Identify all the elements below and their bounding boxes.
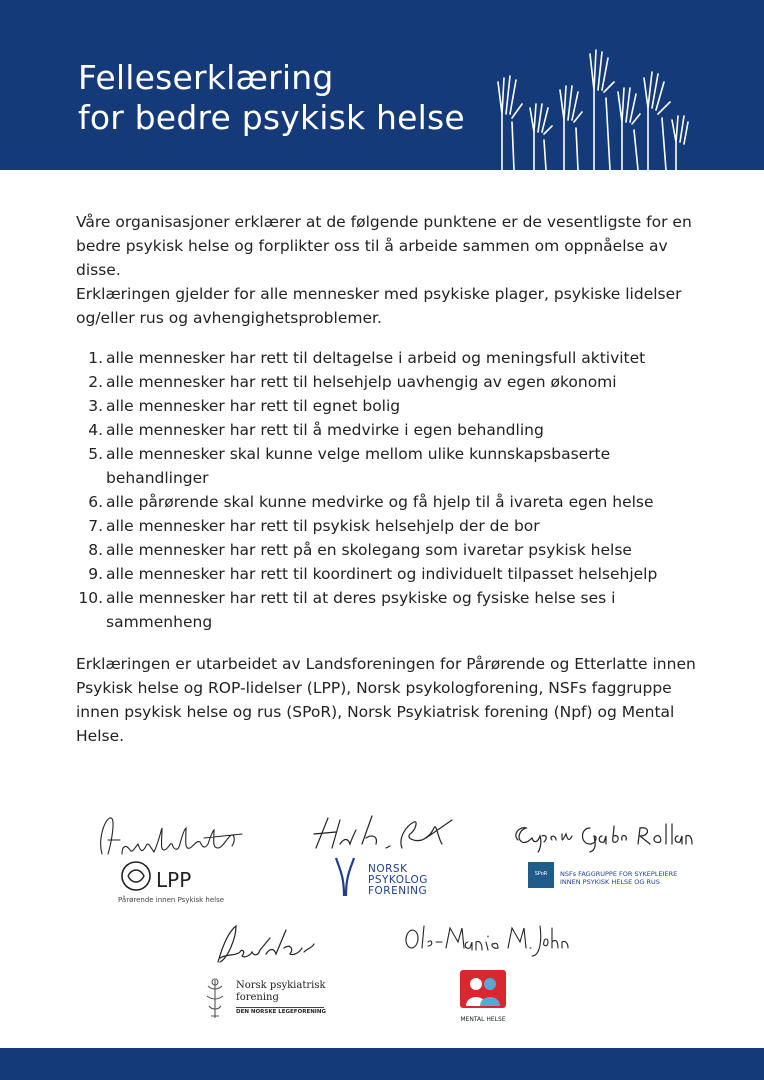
- spor-badge-text: SPoR: [534, 871, 548, 877]
- npf-line-2: forening: [236, 992, 279, 1003]
- signature-block-spor: [510, 814, 700, 904]
- list-item: [76, 346, 696, 370]
- declaration-body: [76, 210, 696, 748]
- hand-5: [618, 88, 640, 170]
- raised-hands-illustration: [490, 42, 690, 170]
- list-text: alle mennesker har rett på en skolegang som ivaretar psykisk helse: [106, 541, 632, 559]
- spor-logo-text: [560, 870, 677, 886]
- list-text: alle mennesker har rett til egnet bolig: [106, 397, 401, 415]
- signature-block-psykologforening: [306, 808, 466, 908]
- npf-line-1: Norsk psykiatrisk: [236, 980, 326, 991]
- list-item: [76, 418, 696, 442]
- psykolog-line-3: FORENING: [368, 885, 428, 897]
- hand-1: [498, 76, 522, 170]
- list-number: 9.: [88, 565, 103, 583]
- lpp-tagline: Pårørende innen Psykisk helse: [118, 896, 225, 904]
- handwritten-signature: [306, 808, 456, 856]
- list-text: alle mennesker skal kunne velge mellom ulike kunnskapsbaserte behandlinger: [106, 445, 611, 487]
- npf-line-3: DEN NORSKE LEGEFORENING: [236, 1009, 326, 1015]
- footer-band: [0, 1048, 764, 1080]
- list-number: 10.: [78, 589, 103, 607]
- list-number: 1.: [88, 349, 103, 367]
- hand-3: [560, 86, 582, 170]
- authors-paragraph: Erklæringen er utarbeidet av Landsforeningen for Pårørende og Etterlatte innen Psykisk helse og ROP-lidelser (LPP), Norsk psykologforening, NSFs faggruppe innen psykisk helse og rus (SPoR), Norsk Psykiatrisk forening (Npf) og Mental Helse.: [76, 655, 696, 745]
- page-title: [78, 58, 465, 138]
- intro-section: [76, 210, 696, 330]
- list-text: alle mennesker har rett til koordinert og individuelt tilpasset helsehjelp: [106, 565, 658, 583]
- list-number: 7.: [88, 517, 103, 535]
- psykolog-logo-text: [368, 864, 428, 897]
- list-number: 6.: [88, 493, 103, 511]
- list-number: 2.: [88, 373, 103, 391]
- list-number: 5.: [88, 445, 103, 463]
- header-banner: [0, 0, 764, 170]
- handwritten-signature: [510, 814, 696, 854]
- list-item: [76, 442, 696, 490]
- list-text: alle mennesker har rett til deltagelse i arbeid og meningsfull aktivitet: [106, 349, 646, 367]
- spor-line-2: INNEN PSYKISK HELSE OG RUS: [560, 878, 660, 886]
- list-number: 4.: [88, 421, 103, 439]
- hand-7: [672, 116, 688, 170]
- psykolog-line-2: PSYKOLOG: [368, 874, 428, 886]
- title-line-2: for bedre psykisk helse: [78, 98, 465, 137]
- signature-block-npf: [200, 918, 340, 1028]
- list-item: [76, 370, 696, 394]
- scope-paragraph: Erklæringen gjelder for alle mennesker med psykiske plager, psykiske lidelser og/eller rus og avhengighetsproblemer.: [76, 285, 682, 327]
- mental-helse-logo: [458, 968, 508, 1014]
- spor-badge: [528, 862, 554, 888]
- list-text: alle mennesker har rett til helsehjelp uavhengig av egen økonomi: [106, 373, 617, 391]
- mental-helse-label: MENTAL HELSE: [460, 1016, 506, 1023]
- hand-4: [590, 50, 614, 170]
- handwritten-signature: [402, 920, 574, 960]
- list-text: alle mennesker har rett til psykisk helsehjelp der de bor: [106, 517, 540, 535]
- list-text: alle mennesker har rett til at deres psykiske og fysiske helse ses i sammenheng: [106, 589, 616, 631]
- npf-emblem: [202, 976, 228, 1020]
- list-item: [76, 514, 696, 538]
- signature-block-lpp: [96, 810, 246, 910]
- list-item: [76, 538, 696, 562]
- spor-line-1: NSFs FAGGRUPPE FOR SYKEPLEIERE: [560, 870, 678, 878]
- list-text: alle mennesker har rett til å medvirke i egen behandling: [106, 421, 544, 439]
- npf-divider: [236, 1007, 324, 1008]
- list-number: 3.: [88, 397, 103, 415]
- signature-block-mental-helse: [402, 920, 582, 1030]
- hand-2: [530, 104, 552, 170]
- list-text: alle pårørende skal kunne medvirke og få hjelp til å ivareta egen helse: [106, 493, 654, 511]
- list-item: [76, 586, 696, 634]
- list-item: [76, 394, 696, 418]
- handwritten-signature: [210, 918, 320, 968]
- list-number: 8.: [88, 541, 103, 559]
- npf-logo-text: [236, 980, 326, 1004]
- psykolog-logo-icon: [332, 854, 358, 898]
- title-line-1: Felleserklæring: [78, 58, 334, 97]
- psykolog-line-1: NORSK: [368, 863, 408, 875]
- points-list: [76, 346, 696, 634]
- lpp-logo-text: LPP: [156, 868, 192, 892]
- list-item: [76, 562, 696, 586]
- hand-6: [644, 72, 670, 170]
- list-item: [76, 490, 696, 514]
- intro-paragraph: Våre organisasjoner erklærer at de følgende punktene er de vesentligste for en bedre psykisk helse og forplikter oss til å arbeide sammen om oppnåelse av disse.: [76, 213, 692, 279]
